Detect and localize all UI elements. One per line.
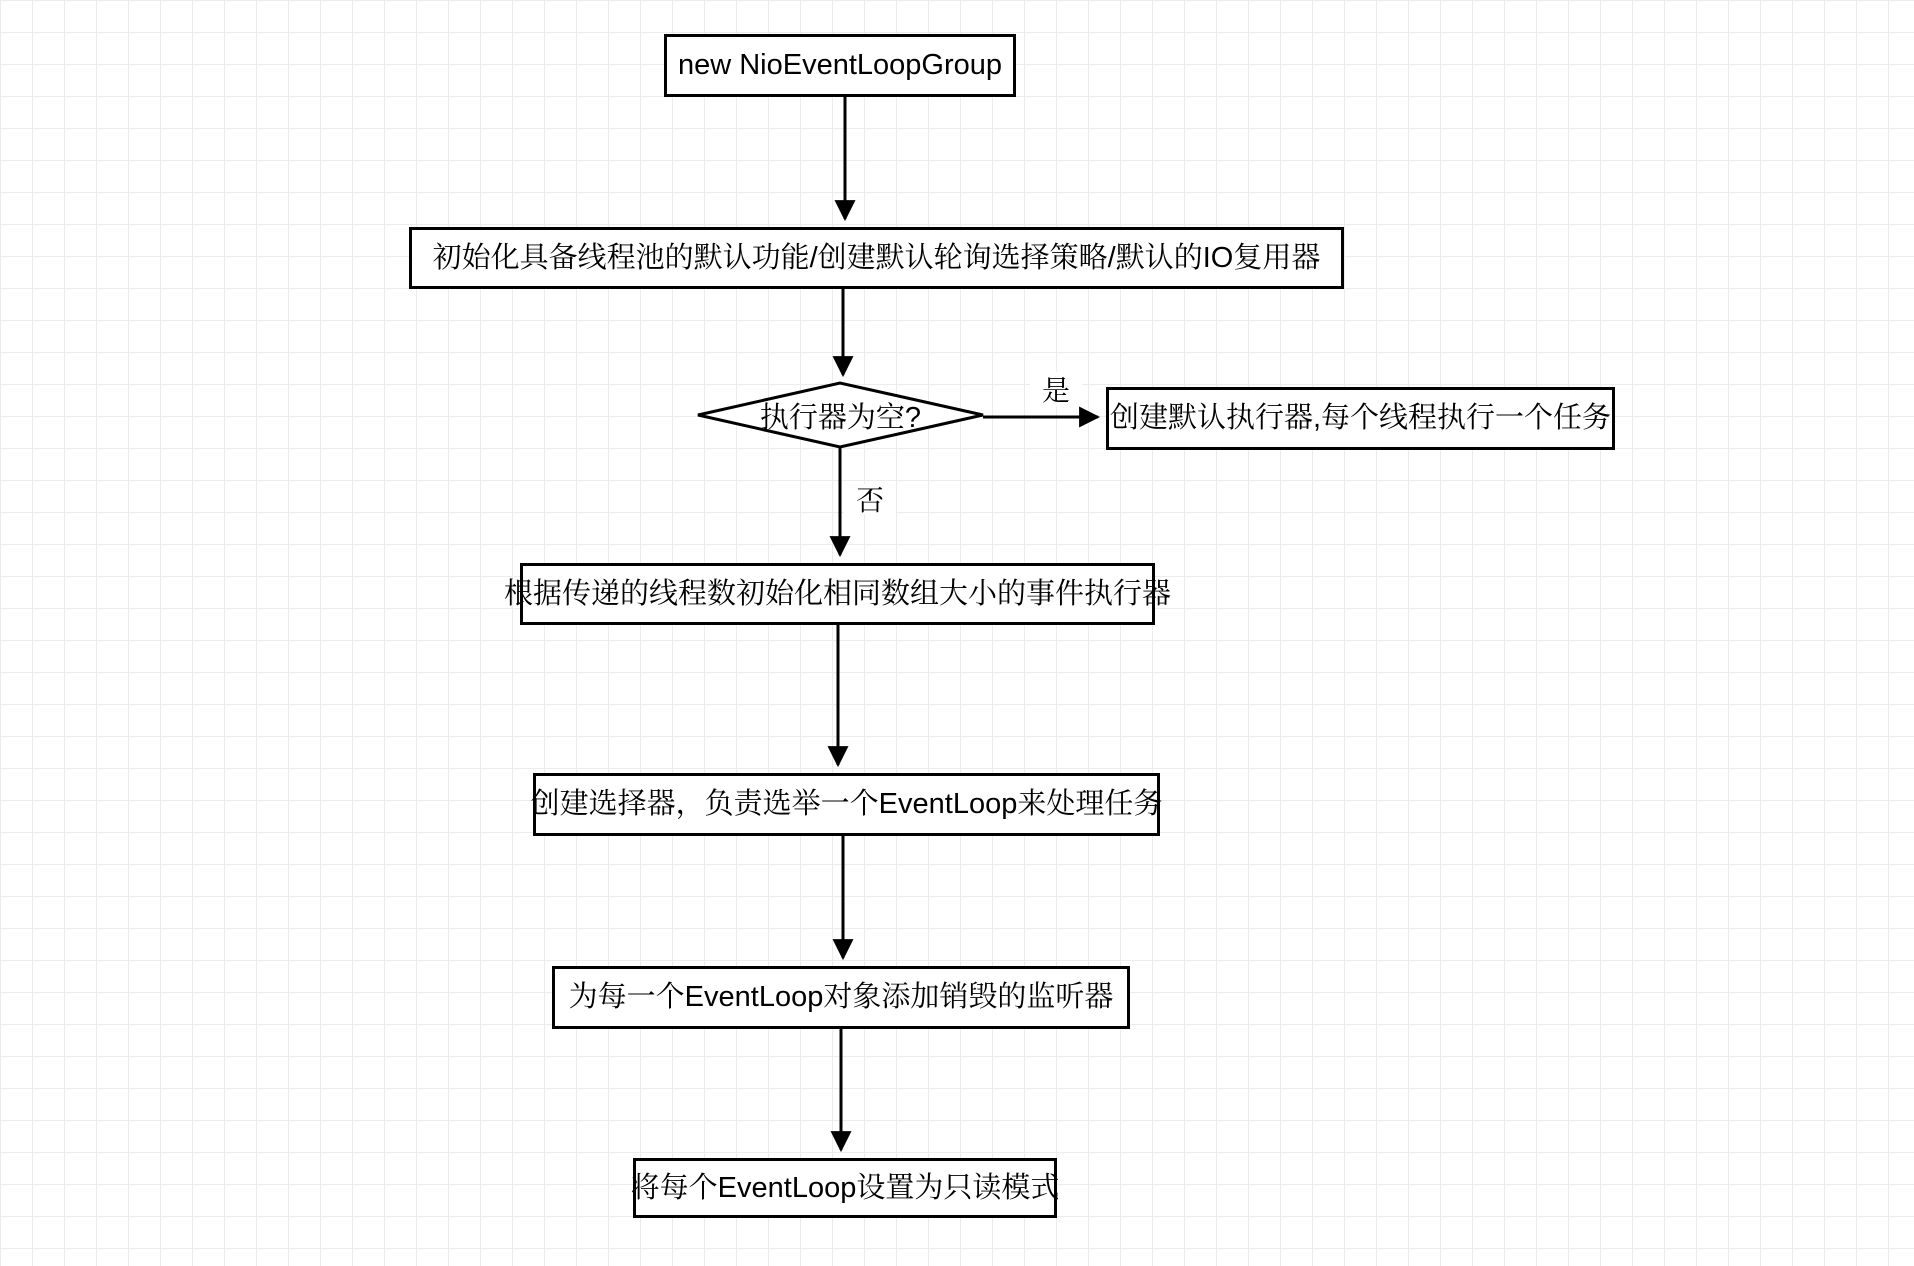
edge-label-yes[interactable] <box>1030 372 1082 406</box>
node-init-defaults[interactable] <box>409 227 1344 289</box>
node-create-default-executor-label: 创建默认执行器,每个线程执行一个任务 <box>1109 402 1612 435</box>
edge-label-yes-text: 是 <box>1041 375 1070 406</box>
node-decision-label: 执行器为空? <box>759 401 922 434</box>
node-set-readonly-label: 将每个EventLoop设置为只读模式 <box>630 1171 1060 1204</box>
edge-label-no[interactable] <box>844 484 896 514</box>
node-create-chooser[interactable] <box>530 773 1163 836</box>
node-init-event-executors[interactable] <box>504 563 1172 625</box>
node-init-defaults-label: 初始化具备线程池的默认功能/创建默认轮询选择策略/默认的IO复用器 <box>432 241 1321 274</box>
node-create-default-executor[interactable] <box>1106 387 1615 450</box>
node-decision-executor-empty[interactable] <box>698 383 983 447</box>
node-create-chooser-label: 创建选择器，负责选举一个EventLoop来处理任务 <box>530 788 1163 821</box>
node-init-event-executors-label: 根据传递的线程数初始化相同数组大小的事件执行器 <box>504 577 1172 610</box>
edge-label-no-text: 否 <box>855 485 884 516</box>
node-add-destroy-listener[interactable] <box>552 966 1130 1029</box>
node-start[interactable] <box>664 34 1016 97</box>
node-set-readonly[interactable] <box>630 1158 1060 1218</box>
node-start-label: new NioEventLoopGroup <box>677 49 1003 82</box>
node-add-destroy-listener-label: 为每一个EventLoop对象添加销毁的监听器 <box>568 981 1114 1014</box>
